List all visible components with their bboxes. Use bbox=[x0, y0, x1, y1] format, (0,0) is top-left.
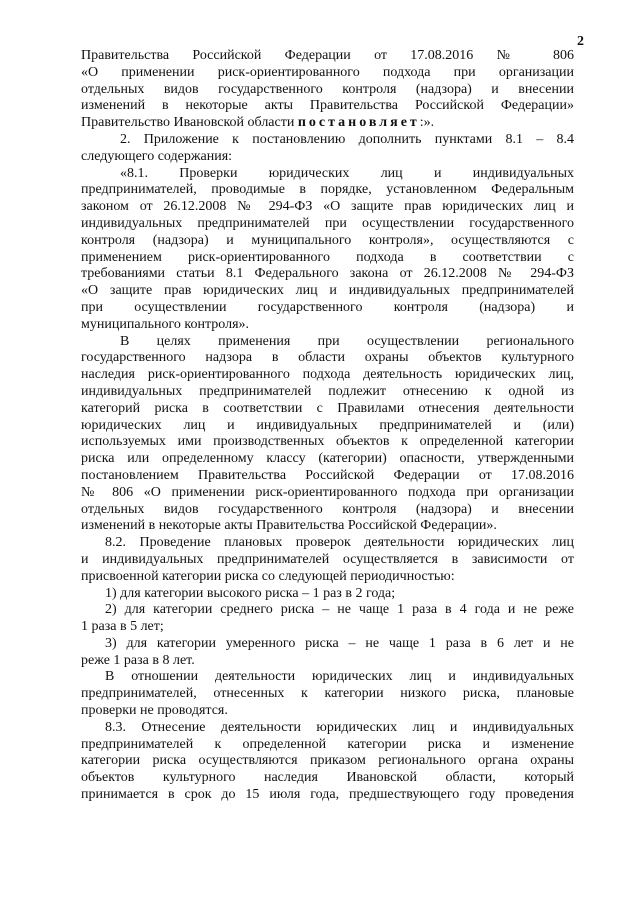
paragraph-intro bbox=[81, 48, 574, 132]
text-line: индивидуальных предпринимателей при осуществлении государственного bbox=[81, 215, 574, 231]
text-line: категории риска осуществляются приказом регионального органа охраны bbox=[81, 753, 574, 769]
text-line: «О защите прав юридических лиц и индивидуальных предпринимателей bbox=[81, 283, 574, 299]
text-line: предпринимателей, проводимые в порядке, установленном Федеральным bbox=[81, 182, 574, 198]
text-line: индивидуальных предпринимателей подлежит отнесению к одной из bbox=[81, 383, 574, 399]
text-line: объектов культурного наследия Ивановской области, который bbox=[81, 770, 574, 786]
text-line: изменений в некоторые акты Правительства Российской Федерации». bbox=[81, 518, 497, 534]
paragraph-8-3 bbox=[81, 720, 574, 804]
text-line: принимается в срок до 15 июля года, предшествующего году проведения bbox=[81, 787, 574, 803]
text-run: Правительство Ивановской области bbox=[81, 115, 298, 131]
text-line: «8.1. Проверки юридических лиц и индивидуальных bbox=[120, 165, 574, 181]
page-number: 2 bbox=[577, 34, 584, 49]
text-line: отдельных видов государственного контроля (надзора) и внесении bbox=[81, 81, 574, 97]
text-line: № 806 «О применении риск-ориентированного подхода при организации bbox=[81, 484, 574, 500]
list-item: 1) для категории высокого риска – 1 раз в 2 года; bbox=[105, 585, 396, 601]
text-line: «О применении риск-ориентированного подхода при организации bbox=[81, 64, 574, 80]
document-body bbox=[81, 48, 574, 804]
text-line: риска или определенному классу (категории) опасности, утвержденными bbox=[81, 451, 574, 467]
text-line: предпринимателей к определенной категории риска и изменение bbox=[81, 736, 574, 752]
text-line: В отношении деятельности юридических лиц и индивидуальных bbox=[105, 669, 574, 685]
text-line: законом от 26.12.2008 № 294-ФЗ «О защите прав юридических лиц и bbox=[81, 199, 574, 215]
text-line: отдельных видов государственного контроля (надзора) и внесении bbox=[81, 501, 574, 517]
list-item: 3) для категории умеренного риска – не чаще 1 раза в 6 лет и не bbox=[105, 635, 574, 651]
text-line: юридических лиц и индивидуальных предпринимателей и (или) bbox=[81, 417, 574, 433]
text-line: постановлением Правительства Российской Федерации от 17.08.2016 bbox=[81, 467, 574, 483]
text-line: категорий риска в соответствии с Правилами отнесения деятельности bbox=[81, 400, 574, 416]
text-line: предпринимателей, отнесенных к категории низкого риска, плановые bbox=[81, 686, 574, 702]
paragraph-item-2 bbox=[81, 132, 574, 166]
text-line: 8.2. Проведение плановых проверок деятельности юридических лиц bbox=[105, 535, 574, 551]
list-item-continuation: 1 раза в 5 лет; bbox=[81, 619, 164, 635]
list-item-continuation: реже 1 раза в 8 лет. bbox=[81, 652, 195, 668]
paragraph-risk-categories bbox=[81, 334, 574, 536]
text-line bbox=[81, 115, 574, 132]
paragraph-low-risk bbox=[81, 669, 574, 719]
text-line: Правительства Российской Федерации от 17.08.2016 № 806 bbox=[81, 48, 574, 63]
text-line: наследия риск-ориентированного подхода деятельность юридических лиц, bbox=[81, 367, 574, 383]
text-line: следующего содержания: bbox=[81, 148, 233, 164]
text-line: при осуществлении государственного контроля (надзора) и bbox=[81, 299, 574, 315]
paragraph-8-1 bbox=[81, 166, 574, 334]
paragraph-8-2 bbox=[81, 535, 574, 585]
text-line: В целях применения при осуществлении регионального bbox=[120, 333, 574, 349]
text-line: государственного надзора в области охраны объектов культурного bbox=[81, 350, 574, 366]
text-run: :». bbox=[419, 115, 435, 131]
periodicity-list bbox=[81, 586, 574, 670]
text-line: муниципального контроля». bbox=[81, 316, 250, 332]
postanovlyaet-word: постановляет bbox=[297, 115, 420, 131]
text-line: применением риск-ориентированного подхода в соответствии с bbox=[81, 249, 574, 265]
text-line: используемых ими производственных объектов к определенной категории bbox=[81, 434, 574, 450]
list-item: 2) для категории среднего риска – не чаще 1 раза в 4 года и не реже bbox=[105, 602, 574, 618]
text-line: 8.3. Отнесение деятельности юридических лиц и индивидуальных bbox=[105, 719, 574, 735]
text-line: присвоенной категории риска со следующей периодичностью: bbox=[81, 568, 455, 584]
text-line: проверки не проводятся. bbox=[81, 703, 228, 719]
text-line: требованиями статьи 8.1 Федерального закона от 26.12.2008 № 294-ФЗ bbox=[81, 266, 574, 282]
text-line: 2. Приложение к постановлению дополнить пунктами 8.1 – 8.4 bbox=[120, 131, 574, 147]
text-line: и индивидуальных предпринимателей осуществляется в зависимости от bbox=[81, 551, 574, 567]
text-line: контроля (надзора) и муниципального контроля», осуществляются с bbox=[81, 232, 574, 248]
text-line: изменений в некоторые акты Правительства Российской Федерации» bbox=[81, 98, 574, 114]
